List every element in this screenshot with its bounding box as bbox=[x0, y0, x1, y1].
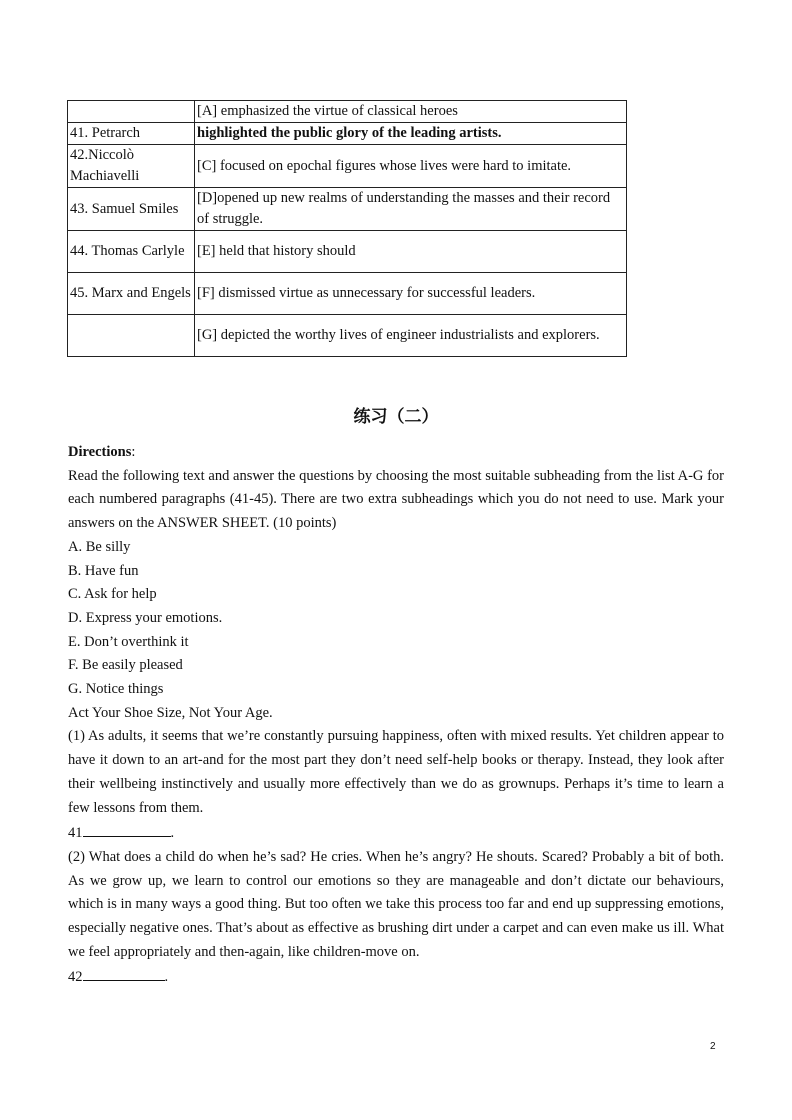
person-cell: 45. Marx and Engels bbox=[68, 273, 195, 315]
answer-blank-42 bbox=[68, 964, 724, 990]
table-row bbox=[68, 315, 627, 357]
table-row bbox=[68, 123, 627, 145]
option-cell: [C] focused on epochal figures whose lives were hard to imitate. bbox=[195, 145, 627, 188]
person-cell: 41. Petrarch bbox=[68, 123, 195, 145]
blank-suffix: . bbox=[170, 825, 175, 842]
directions-colon: : bbox=[131, 444, 136, 460]
option-item: D. Express your emotions. bbox=[68, 609, 223, 626]
option-item: F. Be easily pleased bbox=[68, 657, 183, 674]
directions-text: Read the following text and answer the questions by choosing the most suitable subheading from the list A-G for each numbered paragraphs (41-45). There are two extra subheadings which you do not need to use. Mark your answers on the ANSWER SHEET. (10 points) bbox=[68, 467, 724, 532]
table-row bbox=[68, 273, 627, 315]
answer-blank-41 bbox=[68, 820, 724, 846]
paragraph-2: (2) What does a child do when he’s sad? He cries. When he’s angry? He shouts. Scared? Probably a bit of both. As we grow up, we learn to control our emotions so they are manageable and don’t dictate our behaviours, which is in many ways a good thing. But too often we take this process too far and end up suppressing emotions, especially negative ones. That’s about as effective as brushing dirt under a carpet and can even make us ill. What we feel appropriately and then-again, like children-move on. bbox=[68, 848, 724, 960]
person-cell: 44. Thomas Carlyle bbox=[68, 231, 195, 273]
answer-blank-line[interactable] bbox=[83, 964, 165, 981]
table-row bbox=[68, 188, 627, 231]
table-row bbox=[68, 231, 627, 273]
person-cell: 42.Niccolò Machiavelli bbox=[68, 145, 195, 188]
option-item: G. Notice things bbox=[68, 681, 164, 698]
option-item: C. Ask for help bbox=[68, 586, 157, 603]
person-cell bbox=[68, 101, 195, 123]
exercise-body bbox=[68, 441, 724, 990]
answer-blank-line[interactable] bbox=[83, 820, 171, 837]
option-item: A. Be silly bbox=[68, 538, 131, 555]
option-cell: [G] depicted the worthy lives of engineer industrialists and explorers. bbox=[195, 315, 627, 357]
person-cell: 43. Samuel Smiles bbox=[68, 188, 195, 231]
blank-suffix: . bbox=[164, 969, 169, 986]
option-cell: [E] held that history should bbox=[195, 231, 627, 273]
blank-number: 41 bbox=[68, 825, 83, 842]
blank-number: 42 bbox=[68, 969, 83, 986]
paragraph-1: (1) As adults, it seems that we’re constantly pursuing happiness, often with mixed results. Yet children appear to have it down to an art-and for the most part they don’t need self-help books or therapy. Instead, they look after their wellbeing instinctively and usually more effectively than we do as grownups. Perhaps it’s time to learn a few lessons from them. bbox=[68, 728, 724, 816]
person-cell bbox=[68, 315, 195, 357]
option-item: B. Have fun bbox=[68, 562, 139, 579]
option-cell: highlighted the public glory of the leading artists. bbox=[195, 123, 627, 145]
table-row bbox=[68, 101, 627, 123]
directions-label: Directions bbox=[68, 444, 132, 460]
option-item: E. Don’t overthink it bbox=[68, 633, 189, 650]
table-row bbox=[68, 145, 627, 188]
article-title: Act Your Shoe Size, Not Your Age. bbox=[68, 704, 273, 721]
option-cell: [D]opened up new realms of understanding the masses and their record of struggle. bbox=[195, 188, 627, 231]
directions-heading bbox=[68, 441, 724, 465]
page-number: 2 bbox=[710, 1041, 716, 1052]
option-cell: [A] emphasized the virtue of classical heroes bbox=[195, 101, 627, 123]
option-cell: [F] dismissed virtue as unnecessary for successful leaders. bbox=[195, 273, 627, 315]
section-title: 练习（二） bbox=[353, 407, 439, 427]
matching-table bbox=[67, 100, 627, 357]
